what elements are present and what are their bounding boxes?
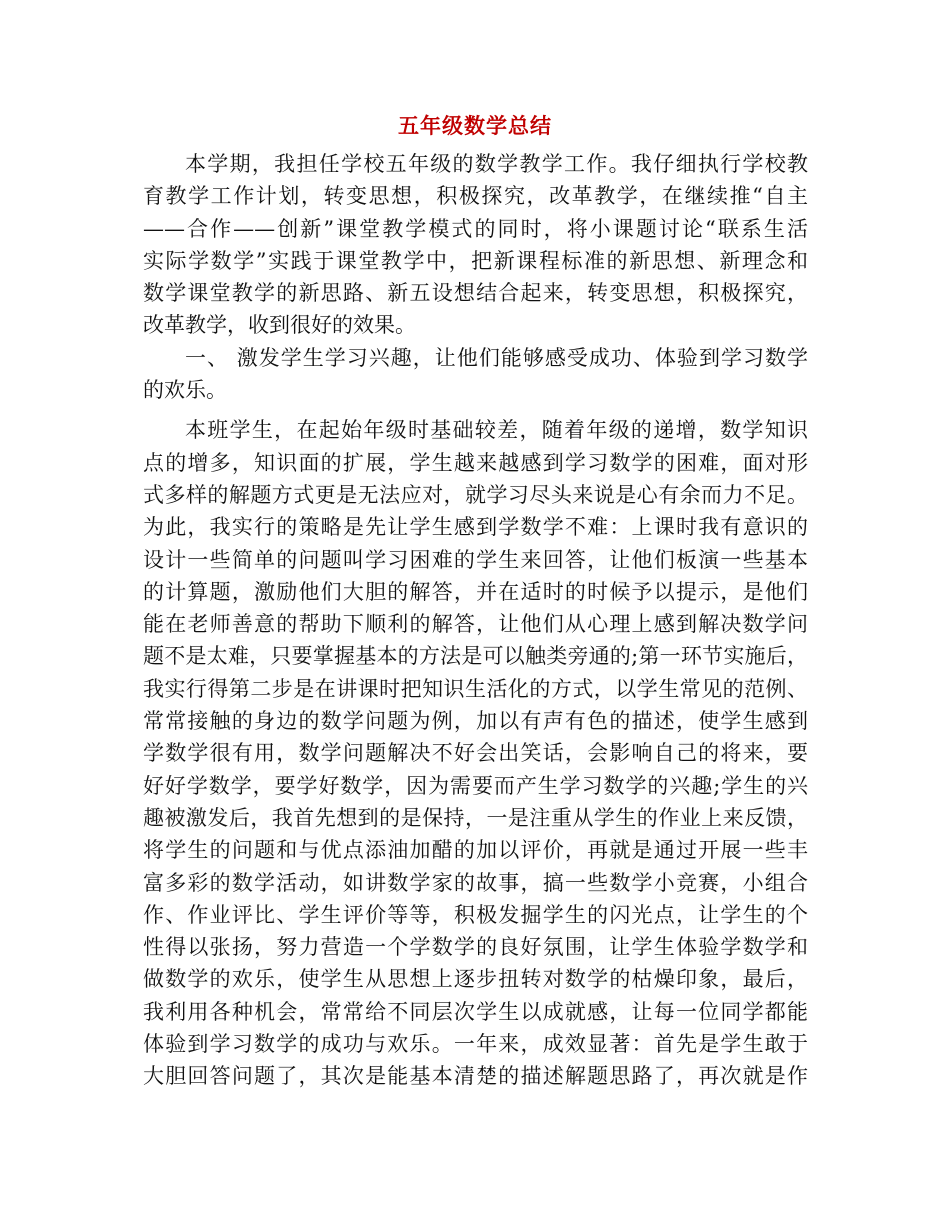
paragraph-1-line-5: 数学课堂教学的新思路、新五设想结合起来，转变思想，积极探究， [143, 281, 808, 306]
paragraph-1-line-3: ——合作——创新”课堂教学模式的同时，将小课题讨论“联系生活 [143, 216, 808, 241]
paragraph-3-line-12: 好好学数学，要学好数学，因为需要而产生学习数学的兴趣;学生的兴 [143, 773, 808, 798]
paragraph-3-line-15: 富多彩的数学活动，如讲数学家的故事，搞一些数学小竞赛，小组合 [143, 870, 808, 895]
paragraph-3-line-16: 作、作业评比、学生评价等等，积极发掘学生的闪光点，让学生的个 [143, 902, 808, 927]
document-body [143, 148, 808, 1093]
paragraph-3-line-11: 学数学很有用，数学问题解决不好会出笑话，会影响自己的将来，要 [143, 741, 808, 766]
paragraph-3-line-3: 式多样的解题方式更是无法应对，就学习尽头来说是心有余而力不足。 [143, 482, 808, 507]
paragraph-3-line-19: 我利用各种机会，常常给不同层次学生以成就感，让每一位同学都能 [143, 999, 808, 1024]
paragraph-3-line-1: 本班学生，在起始年级时基础较差，随着年级的递增，数学知识 [185, 418, 808, 443]
paragraph-3-line-9: 我实行得第二步是在讲课时把知识生活化的方式，以学生常见的范例、 [143, 676, 808, 701]
paragraph-3-line-2: 点的增多，知识面的扩展，学生越来越感到学习数学的困难，面对形 [143, 450, 808, 475]
paragraph-gap [143, 406, 808, 414]
document-title: 五年级数学总结 [398, 113, 552, 138]
paragraph-3-line-13: 趣被激发后，我首先想到的是保持，一是注重从学生的作业上来反馈， [143, 805, 808, 830]
paragraph-3-line-10: 常常接触的身边的数学问题为例，加以有声有色的描述，使学生感到 [143, 709, 808, 734]
paragraph-3-line-5: 设计一些简单的问题叫学习困难的学生来回答，让他们板演一些基本 [143, 547, 808, 572]
paragraph-3-line-17: 性得以张扬，努力营造一个学数学的良好氛围，让学生体验学数学和 [143, 935, 808, 960]
paragraph-3-line-14: 将学生的问题和与优点添油加醋的加以评价，再就是通过开展一些丰 [143, 838, 808, 863]
paragraph-3-line-20: 体验到学习数学的成功与欢乐。一年来，成效显著：首先是学生敢于 [143, 1032, 808, 1057]
paragraph-3-line-6: 的计算题，激励他们大胆的解答，并在适时的时候予以提示，是他们 [143, 579, 808, 604]
section-1-heading-line-1: 一、 激发学生学习兴趣，让他们能够感受成功、体验到学习数学 [185, 345, 808, 370]
paragraph-3-line-8: 题不是太难，只要掌握基本的方法是可以触类旁通的;第一环节实施后， [143, 644, 808, 669]
paragraph-3-line-4: 为此，我实行的策略是先让学生感到学数学不难：上课时我有意识的 [143, 515, 808, 540]
paragraph-1-line-6: 改革教学，收到很好的效果。 [143, 313, 416, 338]
paragraph-1-line-2: 育教学工作计划，转变思想，积极探究，改革教学，在继续推“自主 [143, 184, 808, 209]
paragraph-3-line-7: 能在老师善意的帮助下顺利的解答，让他们从心理上感到解决数学问 [143, 612, 808, 637]
paragraph-1-line-1: 本学期，我担任学校五年级的数学教学工作。我仔细执行学校教 [185, 152, 808, 176]
paragraph-3-line-21: 大胆回答问题了，其次是能基本清楚的描述解题思路了，再次就是作 [143, 1064, 808, 1089]
paragraph-3-line-18: 做数学的欢乐，使学生从思想上逐步扭转对数学的枯燥印象，最后， [143, 967, 808, 992]
paragraph-1-line-4: 实际学数学”实践于课堂教学中，把新课程标准的新思想、新理念和 [143, 248, 808, 273]
section-1-heading-line-2: 的欢乐。 [143, 378, 227, 403]
